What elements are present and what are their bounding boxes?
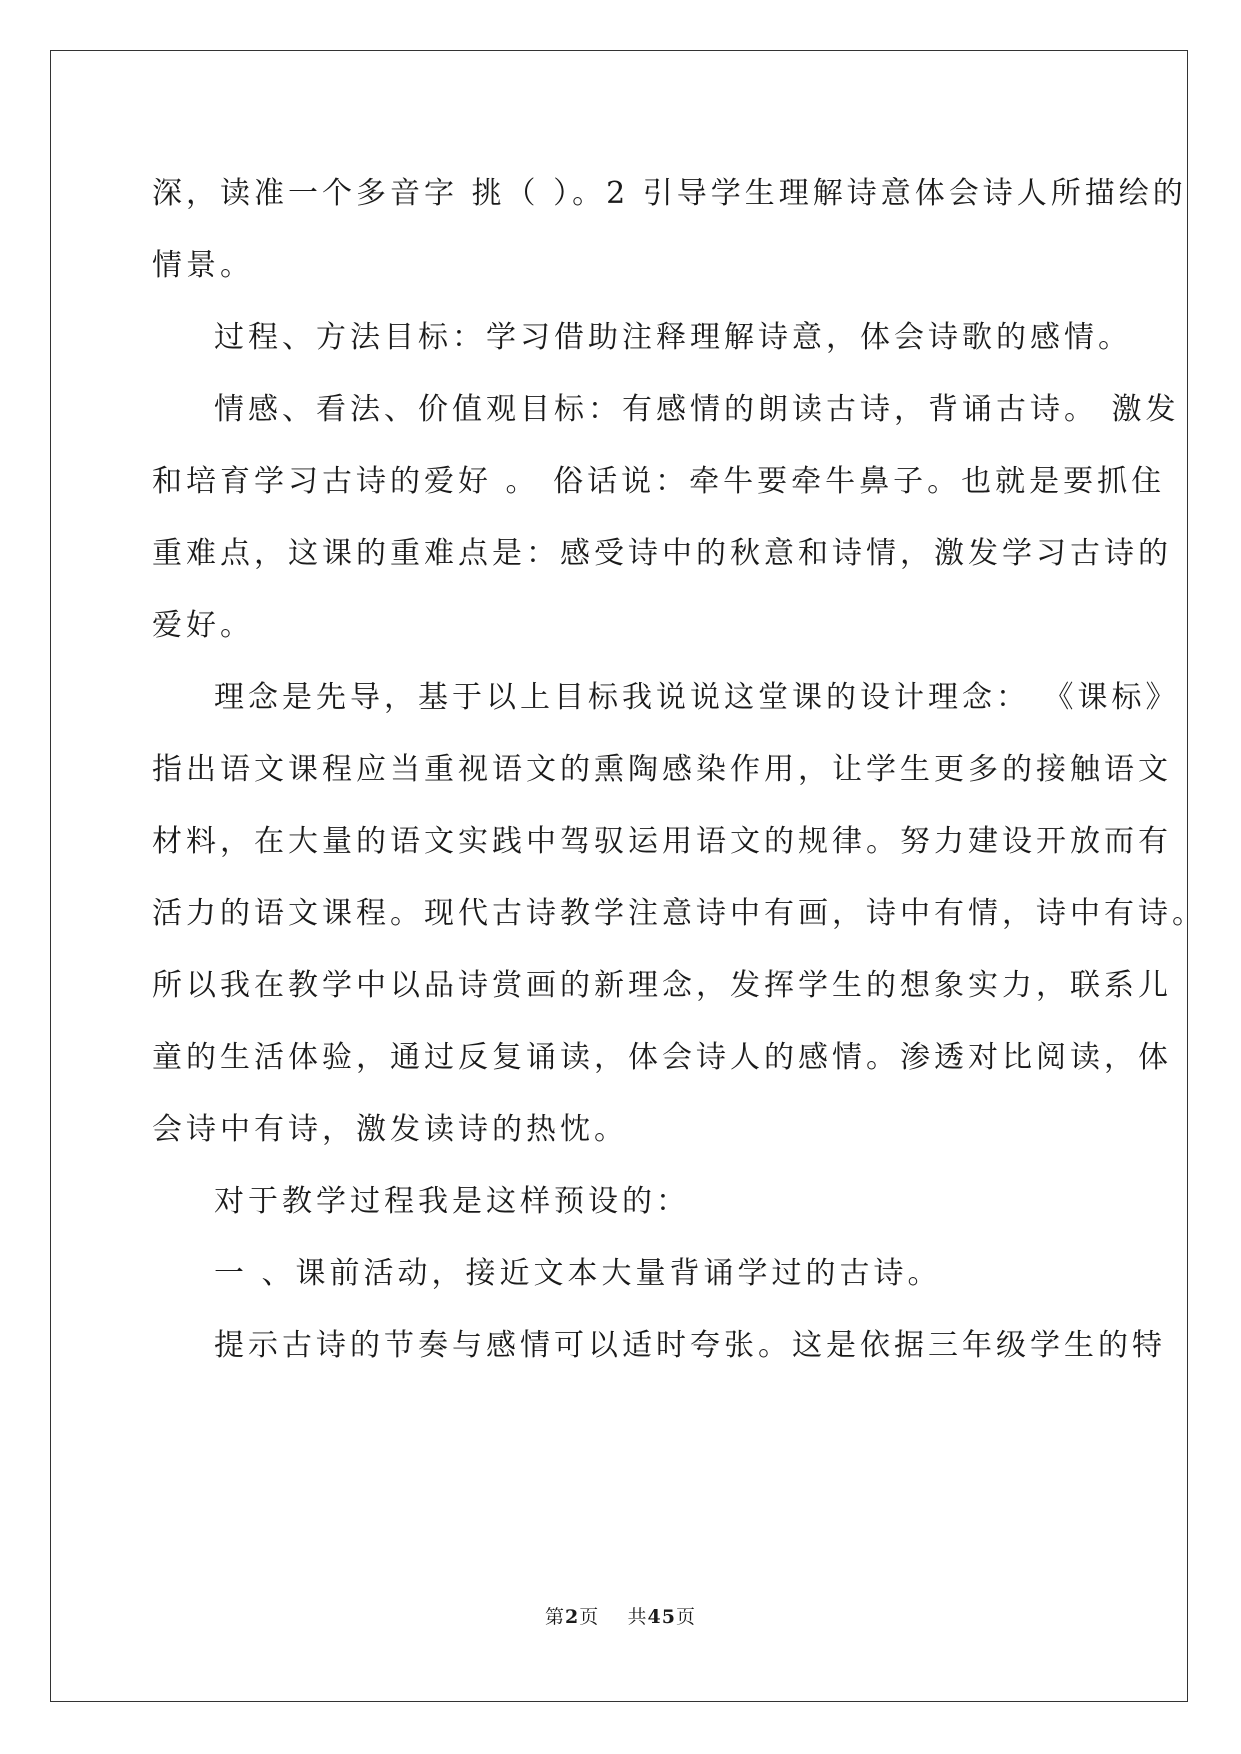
text-line: 重难点，这课的重难点是：感受诗中的秋意和诗情，激发学习古诗的 (152, 536, 1172, 571)
text-line: 会诗中有诗，激发读诗的热忱。 (152, 1112, 628, 1147)
page-number: 2 (565, 1606, 580, 1628)
text-line: 指出语文课程应当重视语文的熏陶感染作用，让学生更多的接触语文 (152, 752, 1172, 787)
footer-page-suffix: 页 (579, 1606, 600, 1628)
text-line: 情景。 (152, 248, 254, 283)
text-line: 爱好。 (152, 608, 254, 643)
text-line: 情感、看法、价值观目标：有感情的朗读古诗，背诵古诗。 激发 (214, 392, 1180, 427)
text-line: 一 、课前活动，接近文本大量背诵学过的古诗。 (214, 1256, 942, 1291)
text-line: 对于教学过程我是这样预设的： (214, 1184, 690, 1219)
total-pages: 45 (647, 1606, 676, 1628)
text-line: 活力的语文课程。现代古诗教学注意诗中有画，诗中有情，诗中有诗。 (152, 896, 1206, 931)
text-line: 和培育学习古诗的爱好 。 俗话说：牵牛要牵牛鼻子。也就是要抓住 (152, 464, 1166, 499)
document-body (152, 158, 1206, 1382)
text-line: 童的生活体验，通过反复诵读，体会诗人的感情。渗透对比阅读，体 (152, 1040, 1172, 1075)
text-line: 过程、方法目标：学习借助注释理解诗意，体会诗歌的感情。 (214, 320, 1132, 355)
text-line: 材料，在大量的语文实践中驾驭运用语文的规律。努力建设开放而有 (152, 824, 1172, 859)
page-footer (0, 1602, 1241, 1629)
text-line: 所以我在教学中以品诗赏画的新理念，发挥学生的想象实力，联系儿 (152, 968, 1172, 1003)
text-line: 深，读准一个多音字 挑（ ）。2 引导学生理解诗意体会诗人所描绘的 (152, 176, 1187, 211)
footer-prefix: 第 (545, 1606, 566, 1628)
text-line: 提示古诗的节奏与感情可以适时夸张。这是依据三年级学生的特 (214, 1328, 1166, 1363)
footer-total-prefix: 共 (627, 1606, 648, 1628)
text-line: 理念是先导，基于以上目标我说说这堂课的设计理念： 《课标》 (214, 680, 1180, 715)
footer-total-suffix: 页 (675, 1606, 696, 1628)
